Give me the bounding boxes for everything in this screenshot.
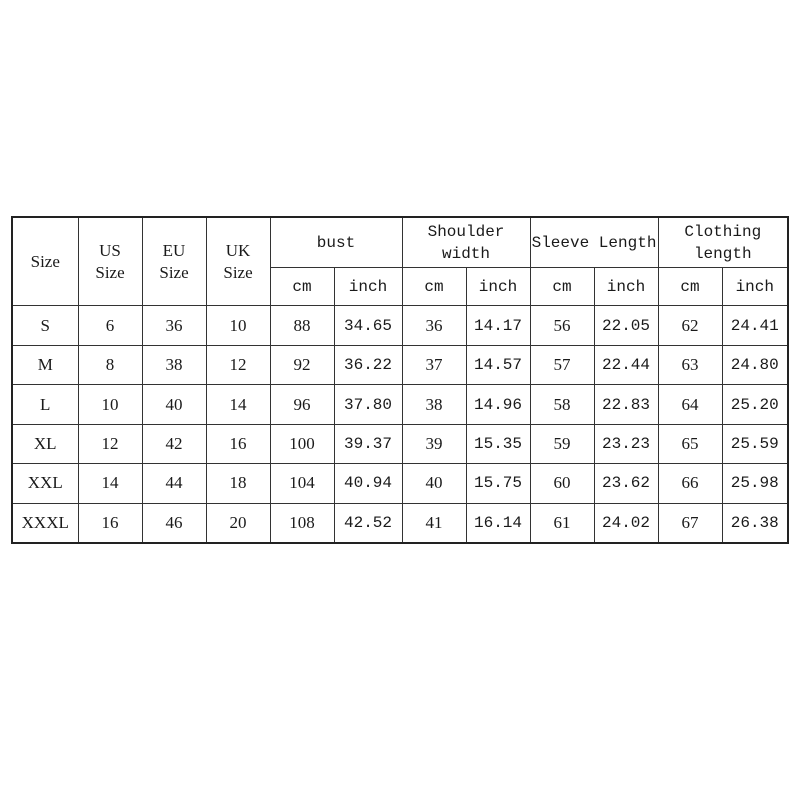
cell-sleeve-cm: 61	[530, 503, 594, 543]
cell-sleeve-inch: 22.83	[594, 385, 658, 424]
table-body	[12, 306, 788, 543]
header-clothing-cm: cm	[658, 268, 722, 306]
cell-eu: 42	[142, 424, 206, 463]
cell-size: XXL	[12, 464, 78, 503]
cell-bust-cm: 108	[270, 503, 334, 543]
cell-sleeve-cm: 58	[530, 385, 594, 424]
cell-clothing-cm: 62	[658, 306, 722, 345]
cell-shoulder-cm: 39	[402, 424, 466, 463]
cell-sleeve-inch: 24.02	[594, 503, 658, 543]
cell-clothing-cm: 64	[658, 385, 722, 424]
cell-bust-inch: 40.94	[334, 464, 402, 503]
header-eu-size: EU Size	[142, 217, 206, 306]
cell-clothing-cm: 65	[658, 424, 722, 463]
cell-uk: 10	[206, 306, 270, 345]
header-bust-inch: inch	[334, 268, 402, 306]
cell-sleeve-inch: 23.62	[594, 464, 658, 503]
cell-shoulder-cm: 40	[402, 464, 466, 503]
header-shoulder-width: Shoulder width	[402, 217, 530, 268]
cell-sleeve-inch: 22.05	[594, 306, 658, 345]
cell-eu: 38	[142, 345, 206, 384]
cell-sleeve-cm: 59	[530, 424, 594, 463]
cell-clothing-cm: 63	[658, 345, 722, 384]
cell-size: XXXL	[12, 503, 78, 543]
cell-shoulder-inch: 16.14	[466, 503, 530, 543]
cell-us: 12	[78, 424, 142, 463]
cell-shoulder-cm: 37	[402, 345, 466, 384]
cell-sleeve-cm: 57	[530, 345, 594, 384]
cell-uk: 20	[206, 503, 270, 543]
header-bust: bust	[270, 217, 402, 268]
cell-clothing-inch: 25.59	[722, 424, 788, 463]
header-sleeve-cm: cm	[530, 268, 594, 306]
cell-eu: 46	[142, 503, 206, 543]
cell-bust-inch: 34.65	[334, 306, 402, 345]
cell-uk: 18	[206, 464, 270, 503]
cell-bust-cm: 88	[270, 306, 334, 345]
header-us-size: US Size	[78, 217, 142, 306]
cell-bust-inch: 42.52	[334, 503, 402, 543]
cell-shoulder-inch: 15.35	[466, 424, 530, 463]
cell-size: S	[12, 306, 78, 345]
cell-shoulder-inch: 14.96	[466, 385, 530, 424]
cell-clothing-inch: 25.98	[722, 464, 788, 503]
cell-bust-cm: 92	[270, 345, 334, 384]
cell-shoulder-inch: 14.17	[466, 306, 530, 345]
cell-shoulder-cm: 38	[402, 385, 466, 424]
cell-eu: 36	[142, 306, 206, 345]
cell-sleeve-cm: 60	[530, 464, 594, 503]
table-row	[12, 503, 788, 543]
header-shoulder-inch: inch	[466, 268, 530, 306]
cell-us: 16	[78, 503, 142, 543]
cell-size: M	[12, 345, 78, 384]
table-row	[12, 464, 788, 503]
cell-shoulder-inch: 15.75	[466, 464, 530, 503]
cell-uk: 14	[206, 385, 270, 424]
cell-bust-inch: 39.37	[334, 424, 402, 463]
cell-clothing-cm: 67	[658, 503, 722, 543]
cell-uk: 16	[206, 424, 270, 463]
cell-eu: 44	[142, 464, 206, 503]
cell-clothing-inch: 24.41	[722, 306, 788, 345]
cell-bust-cm: 96	[270, 385, 334, 424]
table-row	[12, 385, 788, 424]
cell-us: 6	[78, 306, 142, 345]
header-clothing-length: Clothing length	[658, 217, 788, 268]
cell-bust-inch: 36.22	[334, 345, 402, 384]
cell-size: L	[12, 385, 78, 424]
cell-shoulder-cm: 41	[402, 503, 466, 543]
table-row	[12, 345, 788, 384]
header-clothing-inch: inch	[722, 268, 788, 306]
cell-uk: 12	[206, 345, 270, 384]
table-row	[12, 424, 788, 463]
cell-shoulder-inch: 14.57	[466, 345, 530, 384]
table-row	[12, 306, 788, 345]
cell-us: 14	[78, 464, 142, 503]
cell-clothing-cm: 66	[658, 464, 722, 503]
header-bust-cm: cm	[270, 268, 334, 306]
cell-size: XL	[12, 424, 78, 463]
cell-clothing-inch: 24.80	[722, 345, 788, 384]
cell-clothing-inch: 26.38	[722, 503, 788, 543]
cell-sleeve-inch: 22.44	[594, 345, 658, 384]
header-shoulder-cm: cm	[402, 268, 466, 306]
cell-us: 10	[78, 385, 142, 424]
header-uk-size: UK Size	[206, 217, 270, 306]
header-row-1	[12, 217, 788, 268]
header-size: Size	[12, 217, 78, 306]
cell-bust-inch: 37.80	[334, 385, 402, 424]
cell-eu: 40	[142, 385, 206, 424]
cell-sleeve-cm: 56	[530, 306, 594, 345]
cell-clothing-inch: 25.20	[722, 385, 788, 424]
cell-bust-cm: 100	[270, 424, 334, 463]
size-chart-table	[11, 216, 789, 544]
header-sleeve-inch: inch	[594, 268, 658, 306]
cell-sleeve-inch: 23.23	[594, 424, 658, 463]
cell-shoulder-cm: 36	[402, 306, 466, 345]
cell-us: 8	[78, 345, 142, 384]
header-sleeve-length: Sleeve Length	[530, 217, 658, 268]
cell-bust-cm: 104	[270, 464, 334, 503]
